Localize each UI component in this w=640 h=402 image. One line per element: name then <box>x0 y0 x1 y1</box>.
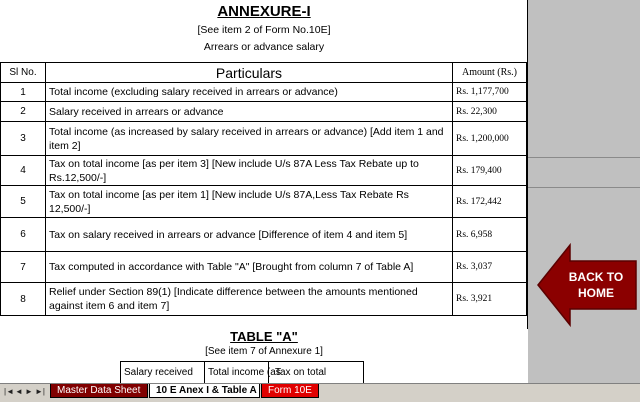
back-to-home-line1: BACK TO <box>568 270 624 284</box>
header-sl-no: Sl No. <box>1 63 46 83</box>
row-sl[interactable]: 2 <box>1 102 46 122</box>
row-particulars[interactable]: Total income (excluding salary received in arrears or advance) <box>46 83 453 102</box>
row-amount[interactable]: Rs. 1,200,000 <box>453 122 527 156</box>
back-to-home-label <box>558 269 634 301</box>
row-particulars[interactable]: Tax on salary received in arrears or advance [Difference of item 4 and item 5] <box>46 218 453 252</box>
back-to-home-line2: HOME <box>578 286 614 300</box>
row-sl[interactable]: 6 <box>1 218 46 252</box>
header-particulars: Particulars <box>46 63 453 83</box>
table-row <box>1 283 527 316</box>
row-sl[interactable]: 5 <box>1 186 46 218</box>
row-particulars[interactable]: Tax on total income [as per item 3] [New include U/s 87A Less Tax Rebate up to Rs.12,500/-] <box>46 156 453 186</box>
row-amount[interactable]: Rs. 179,400 <box>453 156 527 186</box>
last-sheet-icon[interactable]: ►| <box>35 387 45 396</box>
sheet-tab-bar <box>0 383 640 402</box>
tab-form-10e[interactable]: Form 10E <box>261 384 319 398</box>
table-a-col-header[interactable]: Total income (as <box>204 361 268 383</box>
table-a-subtitle: [See item 7 of Annexure 1] <box>205 346 323 357</box>
arrears-table <box>0 62 527 316</box>
row-particulars[interactable]: Relief under Section 89(1) [Indicate difference between the amounts mentioned against item 6 and item 7] <box>46 283 453 316</box>
table-row <box>1 122 527 156</box>
row-amount[interactable]: Rs. 3,037 <box>453 252 527 283</box>
tab-10e-anex-table-a[interactable]: 10 E Anex I & Table A <box>149 384 260 398</box>
tab-master-data-sheet[interactable]: Master Data Sheet <box>50 384 148 398</box>
first-sheet-icon[interactable]: |◄ <box>4 387 14 396</box>
table-row <box>1 252 527 283</box>
panel-gridline <box>528 187 640 188</box>
row-sl[interactable]: 8 <box>1 283 46 316</box>
table-a-title: TABLE "A" <box>230 329 298 344</box>
table-a-col-header[interactable]: Tax on total <box>268 361 364 383</box>
back-to-home-button[interactable] <box>536 243 639 328</box>
row-particulars[interactable]: Tax on total income [as per item 1] [New include U/s 87A,Less Tax Rebate Rs 12,500/-] <box>46 186 453 218</box>
table-row <box>1 218 527 252</box>
annexure-subtitle: [See item 2 of Form No.10E] <box>197 24 331 36</box>
row-sl[interactable]: 7 <box>1 252 46 283</box>
row-sl[interactable]: 1 <box>1 83 46 102</box>
row-amount[interactable]: Rs. 22,300 <box>453 102 527 122</box>
row-particulars[interactable]: Salary received in arrears or advance <box>46 102 453 122</box>
annexure-title: ANNEXURE-I <box>217 3 311 20</box>
row-amount[interactable]: Rs. 3,921 <box>453 283 527 316</box>
table-header-row <box>1 63 527 83</box>
table-row <box>1 102 527 122</box>
row-amount[interactable]: Rs. 172,442 <box>453 186 527 218</box>
next-sheet-icon[interactable]: ► <box>25 387 33 396</box>
panel-gridline <box>528 157 640 158</box>
table-row <box>1 156 527 186</box>
row-amount[interactable]: Rs. 6,958 <box>453 218 527 252</box>
row-amount[interactable]: Rs. 1,177,700 <box>453 83 527 102</box>
annexure-caption: Arrears or advance salary <box>203 41 325 53</box>
header-amount: Amount (Rs.) <box>453 63 527 83</box>
table-a-col-header[interactable]: Salary received <box>120 361 204 383</box>
table-row <box>1 83 527 102</box>
prev-sheet-icon[interactable]: ◄ <box>15 387 23 396</box>
row-sl[interactable]: 3 <box>1 122 46 156</box>
row-particulars[interactable]: Tax computed in accordance with Table "A" [Brought from column 7 of Table A] <box>46 252 453 283</box>
row-sl[interactable]: 4 <box>1 156 46 186</box>
table-row <box>1 186 527 218</box>
row-particulars[interactable]: Total income (as increased by salary received in arrears or advance) [Add item 1 and item 2] <box>46 122 453 156</box>
